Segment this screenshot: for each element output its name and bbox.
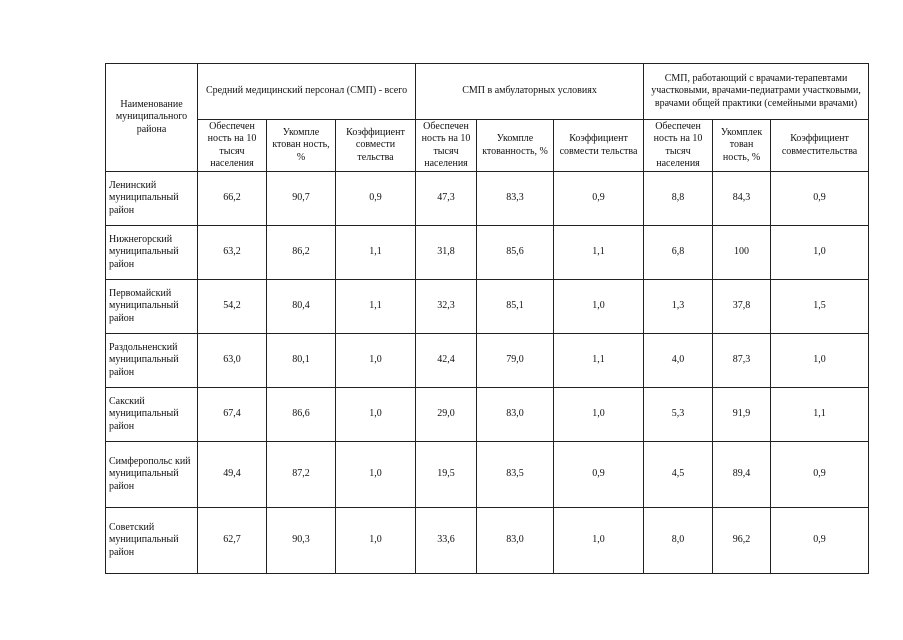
value-cell: 86,6	[267, 388, 336, 442]
value-cell: 1,0	[336, 442, 416, 508]
subheader-provision: Обеспечен ность на 10 тысяч населения	[644, 120, 713, 172]
value-cell: 31,8	[416, 226, 477, 280]
value-cell: 86,2	[267, 226, 336, 280]
value-cell: 84,3	[713, 172, 771, 226]
value-cell: 1,3	[644, 280, 713, 334]
value-cell: 83,5	[477, 442, 554, 508]
value-cell: 8,0	[644, 508, 713, 574]
table-row	[106, 172, 869, 226]
group-header-smp-ambulatory: СМП в амбулаторных условиях	[416, 64, 644, 120]
value-cell: 32,3	[416, 280, 477, 334]
value-cell: 37,8	[713, 280, 771, 334]
value-cell: 89,4	[713, 442, 771, 508]
value-cell: 0,9	[554, 172, 644, 226]
value-cell: 63,0	[198, 334, 267, 388]
region-name: Симферопольс кий муниципальный район	[106, 442, 198, 508]
value-cell: 80,4	[267, 280, 336, 334]
value-cell: 54,2	[198, 280, 267, 334]
value-cell: 85,1	[477, 280, 554, 334]
subheader-provision: Обеспечен ность на 10 тысяч населения	[198, 120, 267, 172]
subheader-staffing: Укомпле ктован ность, %	[267, 120, 336, 172]
staffing-table	[105, 63, 869, 574]
value-cell: 1,0	[336, 334, 416, 388]
value-cell: 0,9	[771, 172, 869, 226]
value-cell: 4,0	[644, 334, 713, 388]
table-row	[106, 334, 869, 388]
region-name: Советский муниципальный район	[106, 508, 198, 574]
value-cell: 42,4	[416, 334, 477, 388]
value-cell: 0,9	[771, 508, 869, 574]
value-cell: 87,2	[267, 442, 336, 508]
table-row	[106, 280, 869, 334]
value-cell: 100	[713, 226, 771, 280]
value-cell: 90,3	[267, 508, 336, 574]
subheader-coefficient: Коэффициент совмести тельства	[554, 120, 644, 172]
value-cell: 1,5	[771, 280, 869, 334]
subheader-staffing: Укомпле ктованность, %	[477, 120, 554, 172]
value-cell: 80,1	[267, 334, 336, 388]
value-cell: 83,3	[477, 172, 554, 226]
value-cell: 90,7	[267, 172, 336, 226]
corner-header: Наименование муниципального района	[106, 64, 198, 172]
value-cell: 1,0	[336, 388, 416, 442]
value-cell: 79,0	[477, 334, 554, 388]
value-cell: 83,0	[477, 508, 554, 574]
value-cell: 1,0	[771, 226, 869, 280]
value-cell: 1,0	[554, 388, 644, 442]
value-cell: 0,9	[554, 442, 644, 508]
group-header-smp-total: Средний медицинский персонал (СМП) - всего	[198, 64, 416, 120]
value-cell: 0,9	[771, 442, 869, 508]
value-cell: 1,1	[336, 226, 416, 280]
header-row-subheaders	[106, 120, 869, 172]
value-cell: 96,2	[713, 508, 771, 574]
region-name: Сакский муниципальный район	[106, 388, 198, 442]
value-cell: 29,0	[416, 388, 477, 442]
value-cell: 1,0	[336, 508, 416, 574]
group-header-smp-district-doctors: СМП, работающий с врачами-терапевтами участковыми, врачами-педиатрами участковыми, врачами общей практики (семейными врачами)	[644, 64, 869, 120]
value-cell: 19,5	[416, 442, 477, 508]
value-cell: 8,8	[644, 172, 713, 226]
value-cell: 67,4	[198, 388, 267, 442]
value-cell: 6,8	[644, 226, 713, 280]
value-cell: 1,1	[554, 226, 644, 280]
value-cell: 5,3	[644, 388, 713, 442]
value-cell: 1,0	[554, 508, 644, 574]
subheader-provision: Обеспечен ность на 10 тысяч населения	[416, 120, 477, 172]
region-name: Раздольненский муниципальный район	[106, 334, 198, 388]
value-cell: 49,4	[198, 442, 267, 508]
value-cell: 63,2	[198, 226, 267, 280]
value-cell: 0,9	[336, 172, 416, 226]
subheader-staffing: Укомплек тован ность, %	[713, 120, 771, 172]
value-cell: 66,2	[198, 172, 267, 226]
region-name: Нижнегорский муниципальный район	[106, 226, 198, 280]
table-row	[106, 226, 869, 280]
value-cell: 1,1	[554, 334, 644, 388]
value-cell: 91,9	[713, 388, 771, 442]
table-row	[106, 508, 869, 574]
value-cell: 83,0	[477, 388, 554, 442]
value-cell: 1,1	[771, 388, 869, 442]
region-name: Ленинский муниципальный район	[106, 172, 198, 226]
table-row	[106, 388, 869, 442]
subheader-coefficient: Коэффициент совмести тельства	[336, 120, 416, 172]
value-cell: 4,5	[644, 442, 713, 508]
value-cell: 33,6	[416, 508, 477, 574]
value-cell: 85,6	[477, 226, 554, 280]
subheader-coefficient: Коэффициент совместительства	[771, 120, 869, 172]
region-name: Первомайский муниципальный район	[106, 280, 198, 334]
value-cell: 1,0	[554, 280, 644, 334]
value-cell: 1,1	[336, 280, 416, 334]
value-cell: 87,3	[713, 334, 771, 388]
header-row-groups	[106, 64, 869, 120]
value-cell: 1,0	[771, 334, 869, 388]
table-row	[106, 442, 869, 508]
value-cell: 62,7	[198, 508, 267, 574]
value-cell: 47,3	[416, 172, 477, 226]
